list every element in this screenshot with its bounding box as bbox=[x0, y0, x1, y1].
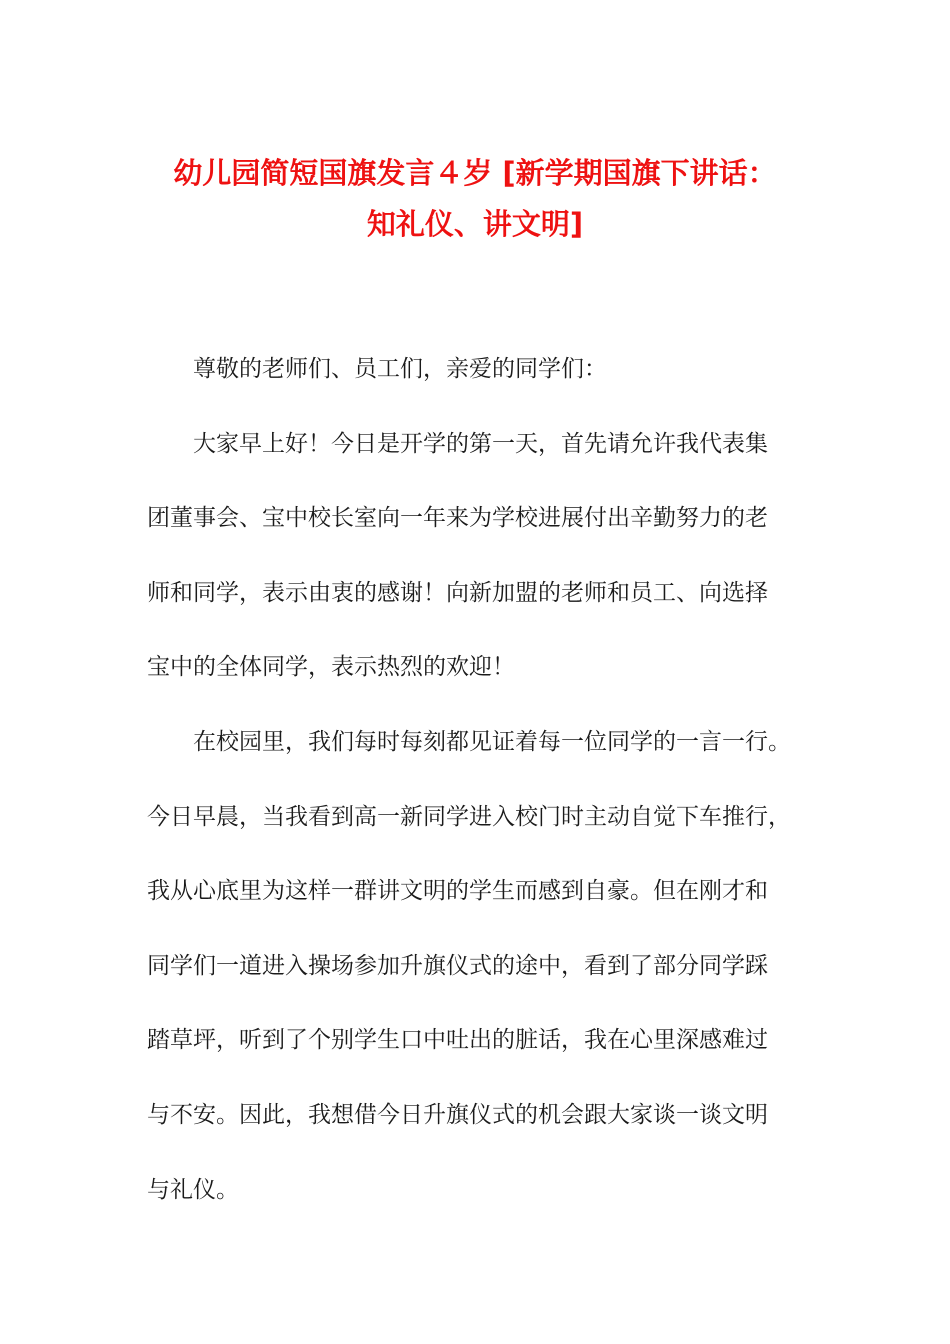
paragraph-line: 与礼仪。 bbox=[147, 1176, 239, 1203]
salutation-line: 尊敬的老师们、员工们，亲爱的同学们： bbox=[193, 356, 607, 382]
paragraph-line: 宝中的全体同学，表示热烈的欢迎！ bbox=[147, 654, 515, 681]
paragraph-line: 今日早晨，当我看到高一新同学进入校门时主动自觉下车推行， bbox=[147, 803, 791, 830]
paragraph-line: 师和同学，表示由衷的感谢！向新加盟的老师和员工、向选择 bbox=[147, 579, 768, 606]
paragraph-line: 团董事会、宝中校长室向一年来为学校进展付出辛勤努力的老 bbox=[147, 505, 768, 532]
paragraph-line: 同学们一道进入操场参加升旗仪式的途中，看到了部分同学踩 bbox=[147, 952, 768, 979]
paragraph-line: 我从心底里为这样一群讲文明的学生而感到自豪。但在刚才和 bbox=[147, 878, 768, 905]
document-title bbox=[100, 148, 850, 250]
document-body bbox=[147, 332, 827, 1227]
paragraph-line: 踏草坪，听到了个别学生口中吐出的脏话，我在心里深感难过 bbox=[147, 1027, 768, 1054]
paragraph-line: 大家早上好！今日是开学的第一天，首先请允许我代表集 bbox=[193, 430, 768, 457]
title-line-1: 幼儿园简短国旗发言４岁 [新学期国旗下讲话： bbox=[173, 156, 777, 190]
paragraph-line: 与不安。因此，我想借今日升旗仪式的机会跟大家谈一谈文明 bbox=[147, 1101, 768, 1128]
paragraph-line: 在校园里，我们每时每刻都见证着每一位同学的一言一行。 bbox=[193, 728, 791, 755]
title-line-2: 知礼仪、讲文明] bbox=[366, 207, 584, 241]
